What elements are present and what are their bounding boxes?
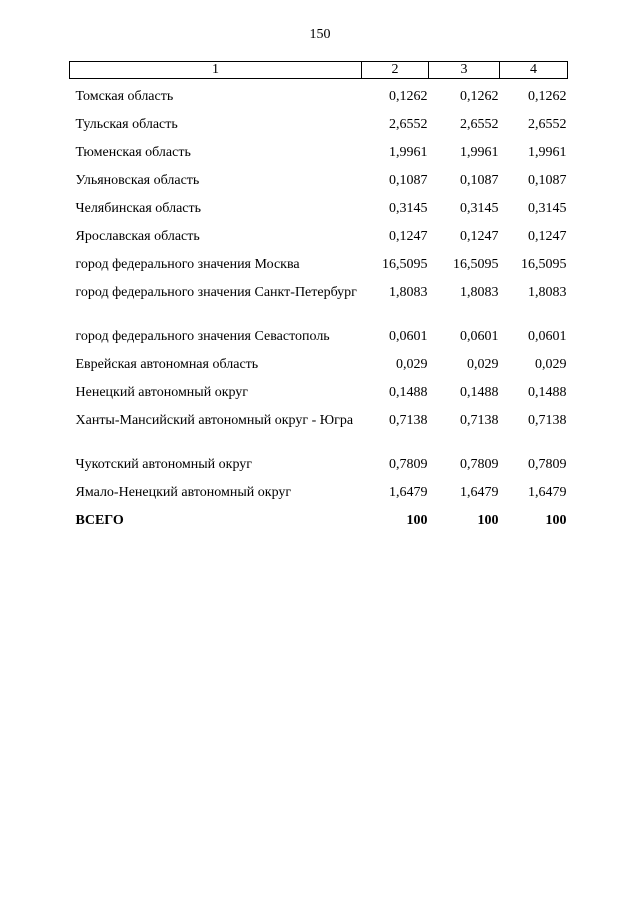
value-col-3: 0,1087 [460, 173, 499, 188]
region-name: Ханты-Мансийский автономный округ - Югра [75, 413, 354, 428]
table-row [70, 107, 568, 135]
value-col-2: 1,9961 [389, 145, 428, 160]
value-col-4: 0,1087 [528, 173, 567, 188]
region-name: Ненецкий автономный округ [75, 385, 249, 400]
region-name: Ульяновская область [75, 173, 200, 188]
region-name: Тюменская область [75, 145, 191, 160]
value-col-3: 0,1262 [460, 89, 499, 104]
table-row [70, 319, 568, 347]
value-col-4: 16,5095 [521, 257, 567, 272]
region-name: город федерального значения Санкт-Петербург [75, 285, 357, 300]
column-header-2: 2 [362, 62, 429, 79]
value-col-2: 0,029 [396, 357, 428, 372]
region-name: город федерального значения Москва [75, 257, 300, 272]
value-col-3: 0,7138 [460, 413, 499, 428]
value-col-4: 0,1488 [528, 385, 567, 400]
value-col-3: 1,9961 [460, 145, 499, 160]
table-row [70, 191, 568, 219]
value-col-3: 0,029 [467, 357, 499, 372]
table-row [70, 275, 568, 319]
value-col-4: 0,1262 [528, 89, 567, 104]
table-body [70, 79, 568, 532]
value-col-3: 1,8083 [460, 285, 499, 300]
value-col-4: 2,6552 [528, 117, 567, 132]
region-name: Томская область [75, 89, 174, 104]
table-row [70, 347, 568, 375]
column-header-4: 4 [500, 62, 568, 79]
value-col-2: 1,6479 [389, 485, 428, 500]
column-header-3: 3 [429, 62, 500, 79]
allocation-table [69, 61, 568, 531]
region-name: Ярославская область [75, 229, 200, 244]
table-row [70, 79, 568, 108]
value-col-3: 1,6479 [460, 485, 499, 500]
value-col-4: 1,6479 [528, 485, 567, 500]
value-col-4: 0,7138 [528, 413, 567, 428]
value-col-4: 1,9961 [528, 145, 567, 160]
table-row [70, 375, 568, 403]
value-col-2: 0,0601 [389, 329, 428, 344]
value-col-4: 0,7809 [528, 457, 567, 472]
region-name: город федерального значения Севастополь [75, 329, 330, 344]
region-name: Еврейская автономная область [75, 357, 259, 372]
value-col-3: 0,0601 [460, 329, 499, 344]
value-col-2: 1,8083 [389, 285, 428, 300]
value-col-2: 0,1262 [389, 89, 428, 104]
column-header-1: 1 [70, 62, 362, 79]
value-col-3: 2,6552 [460, 117, 499, 132]
table-row [70, 475, 568, 503]
region-name: Тульская область [75, 117, 178, 132]
value-col-3: 0,7809 [460, 457, 499, 472]
table-row [70, 163, 568, 191]
value-col-4: 0,3145 [528, 201, 567, 216]
value-col-3: 0,1247 [460, 229, 499, 244]
value-col-4: 0,029 [535, 357, 567, 372]
total-col-2: 100 [406, 513, 428, 528]
header-row [70, 62, 568, 79]
page-number: 150 [309, 27, 331, 42]
region-name: Чукотский автономный округ [75, 457, 253, 472]
value-col-2: 0,7138 [389, 413, 428, 428]
total-col-3: 100 [477, 513, 499, 528]
value-col-3: 16,5095 [453, 257, 499, 272]
value-col-4: 0,0601 [528, 329, 567, 344]
table-row [70, 403, 568, 447]
value-col-2: 2,6552 [389, 117, 428, 132]
total-row [70, 503, 568, 531]
value-col-3: 0,1488 [460, 385, 499, 400]
region-name: Ямало-Ненецкий автономный округ [75, 485, 292, 500]
table-row [70, 247, 568, 275]
value-col-4: 0,1247 [528, 229, 567, 244]
table-row [70, 135, 568, 163]
value-col-2: 16,5095 [382, 257, 428, 272]
total-label: ВСЕГО [75, 513, 124, 528]
value-col-2: 0,1488 [389, 385, 428, 400]
total-col-4: 100 [545, 513, 567, 528]
value-col-2: 0,3145 [389, 201, 428, 216]
value-col-4: 1,8083 [528, 285, 567, 300]
value-col-3: 0,3145 [460, 201, 499, 216]
region-name: Челябинская область [75, 201, 201, 216]
table-header [70, 62, 568, 79]
table-row [70, 447, 568, 475]
value-col-2: 0,1247 [389, 229, 428, 244]
table-row [70, 219, 568, 247]
value-col-2: 0,1087 [389, 173, 428, 188]
value-col-2: 0,7809 [389, 457, 428, 472]
